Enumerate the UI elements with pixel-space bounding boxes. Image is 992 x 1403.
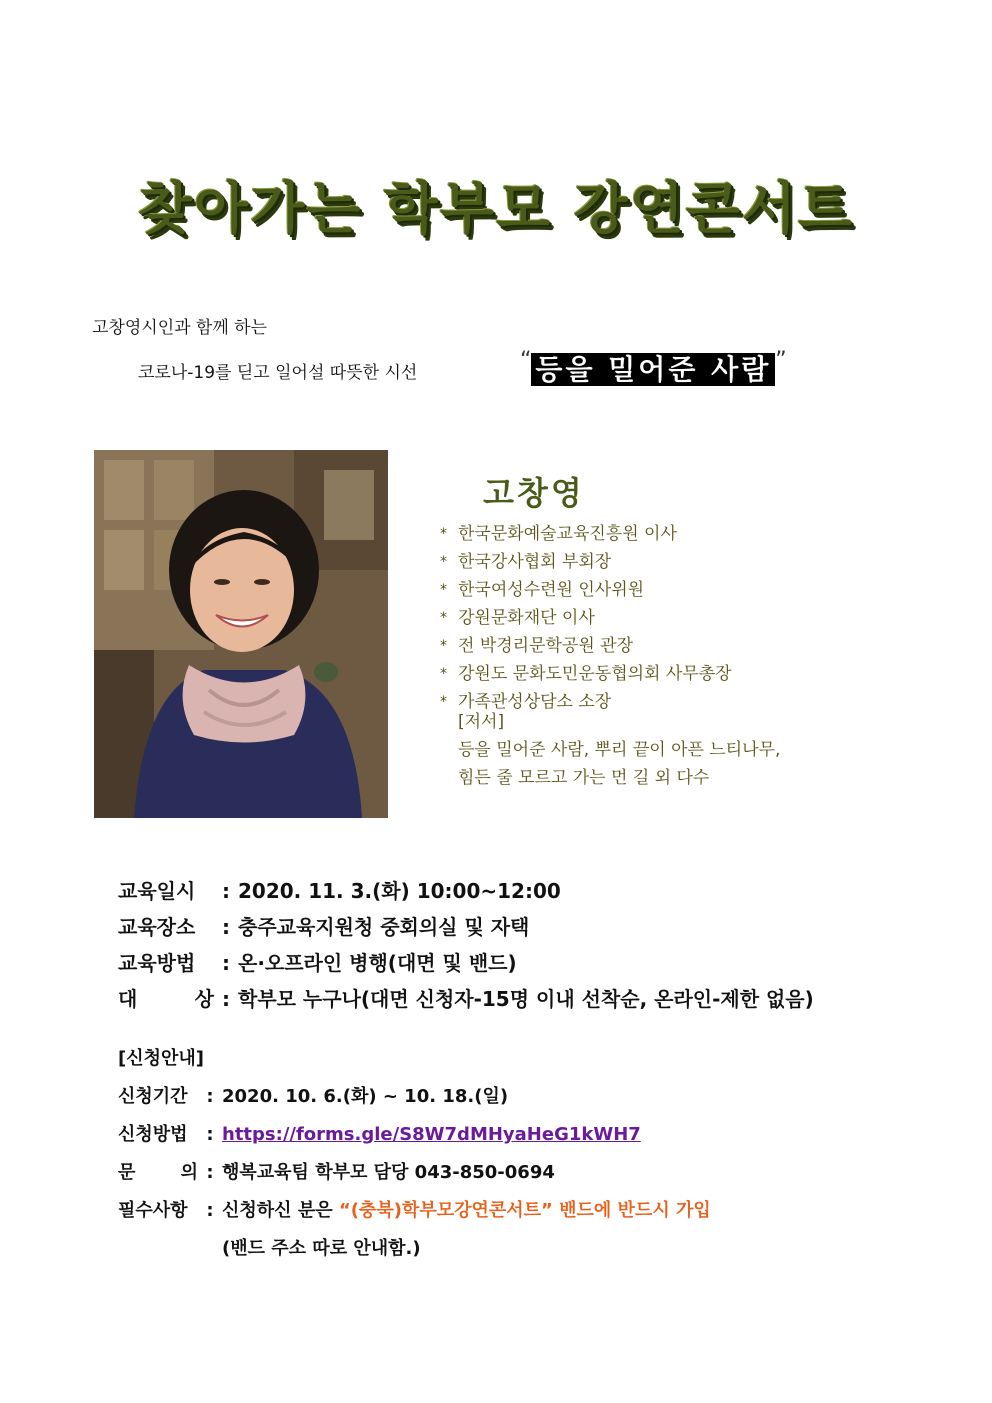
method-label: 신청방법 (118, 1124, 188, 1145)
bullet-star: * (440, 582, 447, 598)
career-item (440, 520, 732, 548)
poster-title: 찾아가는 학부모 강연콘서트 (137, 177, 855, 242)
speaker-books (458, 708, 780, 792)
lecture-title-text: 등을 밀어준 사람 (531, 353, 775, 386)
career-item (440, 632, 732, 660)
event-info (118, 873, 814, 1017)
method-value: 온·오프라인 병행(대면 및 밴드) (238, 951, 517, 975)
career-item (440, 604, 732, 632)
career-text: 전 박경리문학공원 관장 (458, 636, 634, 656)
info-place-row (118, 909, 814, 945)
bullet-star: * (440, 694, 447, 710)
books-line-2: 힘든 줄 모르고 가는 먼 길 외 다수 (458, 768, 710, 788)
colon: : (206, 1086, 214, 1107)
target-value: 학부모 누구나(대면 신청자-15명 이내 선착순, 온라인-제한 없음) (238, 987, 814, 1011)
apply-contact-row (118, 1154, 711, 1192)
colon: : (206, 1162, 214, 1183)
career-item (440, 660, 732, 688)
books-label: [저서] (458, 712, 505, 732)
required-suffix: 밴드에 반드시 가입 (552, 1200, 711, 1221)
apply-header: [신청안내] (118, 1048, 205, 1069)
required-label: 필수사항 (118, 1200, 188, 1221)
books-line-1: 등을 밀어준 사람, 뿌리 끝이 아픈 느티나무, (458, 740, 781, 760)
bullet-star: * (440, 666, 447, 682)
bullet-star: * (440, 638, 447, 654)
lecture-title (520, 348, 787, 388)
career-text: 가족관성상담소 소장 (458, 692, 612, 712)
apply-period-row (118, 1078, 711, 1116)
target-label: 대 상 (118, 987, 214, 1011)
info-method-row (118, 945, 814, 981)
quote-close: ” (775, 348, 787, 373)
contact-value: 행복교육팀 학부모 담당 043-850-0694 (222, 1162, 555, 1183)
bullet-star: * (440, 554, 447, 570)
colon: : (222, 951, 230, 975)
bullet-star: * (440, 610, 447, 626)
colon: : (206, 1200, 214, 1221)
colon: : (222, 879, 230, 903)
career-item (440, 548, 732, 576)
required-prefix: 신청하신 분은 (222, 1200, 339, 1221)
contact-label: 문 의 (118, 1162, 198, 1183)
application-form-link[interactable]: https://forms.gle/S8W7dMHyaHeG1kWH7 (222, 1124, 641, 1145)
place-label: 교육장소 (118, 915, 196, 939)
speaker-photo (94, 450, 388, 818)
career-item (440, 576, 732, 604)
apply-method-row (118, 1116, 711, 1154)
period-label: 신청기간 (118, 1086, 188, 1107)
date-value: 2020. 11. 3.(화) 10:00~12:00 (238, 879, 561, 903)
info-target-row (118, 981, 814, 1017)
application-info (118, 1040, 711, 1268)
career-text: 강원문화재단 이사 (458, 608, 595, 628)
required-note: (밴드 주소 따로 안내함.) (222, 1238, 421, 1259)
apply-required-row (118, 1192, 711, 1230)
colon: : (222, 987, 230, 1011)
period-value: 2020. 10. 6.(화) ~ 10. 18.(일) (222, 1086, 509, 1107)
career-text: 한국여성수련원 인사위원 (458, 580, 645, 600)
colon: : (222, 915, 230, 939)
quote-open: “ (520, 348, 532, 373)
intro-line-1: 고창영시인과 함께 하는 (92, 318, 268, 338)
colon: : (206, 1124, 214, 1145)
place-value: 충주교육지원청 중회의실 및 자택 (238, 915, 530, 939)
method-label: 교육방법 (118, 951, 196, 975)
info-date-row (118, 873, 814, 909)
career-text: 한국문화예술교육진흥원 이사 (458, 524, 677, 544)
career-text: 한국강사협회 부회장 (458, 552, 612, 572)
speaker-name: 고창영 (483, 474, 585, 512)
intro-line-2: 코로나-19를 딛고 일어설 따뜻한 시선 (138, 363, 418, 383)
bullet-star: * (440, 526, 447, 542)
band-name-highlight: “(충북)학부모강연콘서트” (338, 1200, 553, 1221)
date-label: 교육일시 (118, 879, 196, 903)
career-text: 강원도 문화도민운동협의회 사무총장 (458, 664, 732, 684)
speaker-career-list (440, 520, 732, 716)
